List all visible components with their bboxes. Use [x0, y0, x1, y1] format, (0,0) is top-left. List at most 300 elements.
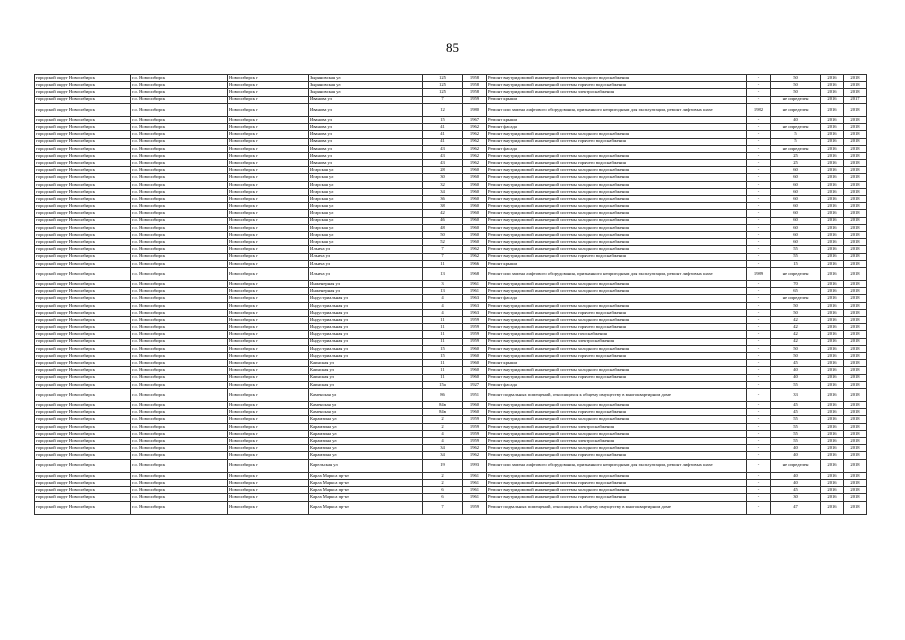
cell-plan-end: 2018	[844, 210, 867, 217]
cell-plan-end: 2018	[844, 374, 867, 381]
table-row	[35, 124, 867, 131]
cell-municipality: городской округ Новосибирск	[35, 317, 131, 324]
cell-year: 1960	[463, 402, 487, 409]
cell-house: 4	[423, 430, 463, 437]
table-row	[35, 89, 867, 96]
cell-settlement: Новосибирск г	[228, 494, 309, 501]
cell-house: 41	[423, 124, 463, 131]
cell-street: Игарская ул	[309, 167, 423, 174]
cell-house: 6	[423, 487, 463, 494]
table-row	[35, 430, 867, 437]
cell-lift-year: -	[747, 145, 771, 152]
cell-plan-end: 2018	[844, 267, 867, 280]
cell-district: г.о. Новосибирск	[131, 479, 228, 486]
cell-settlement: Новосибирск г	[228, 331, 309, 338]
page-number: 85	[446, 40, 459, 55]
cell-house: 11	[423, 324, 463, 331]
cell-plan-start: 2016	[821, 131, 844, 138]
cell-settlement: Новосибирск г	[228, 103, 309, 116]
cell-plan-start: 2016	[821, 288, 844, 295]
cell-street: Ильича ул	[309, 260, 423, 267]
cell-street: Карамзина ул	[309, 452, 423, 459]
cell-settlement: Новосибирск г	[228, 174, 309, 181]
cell-district: г.о. Новосибирск	[131, 302, 228, 309]
cell-plan-end: 2018	[844, 367, 867, 374]
cell-lift-year: -	[747, 367, 771, 374]
cell-street: Каменская ул	[309, 409, 423, 416]
cell-plan-start: 2016	[821, 82, 844, 89]
cell-wear: не определен	[771, 103, 821, 116]
cell-municipality: городской округ Новосибирск	[35, 224, 131, 231]
cell-lift-year: -	[747, 89, 771, 96]
cell-district: г.о. Новосибирск	[131, 409, 228, 416]
table-row	[35, 231, 867, 238]
cell-lift-year: -	[747, 345, 771, 352]
cell-work-type: Ремонт внутридомовой инженерной системы горячего водоснабжения	[487, 479, 747, 486]
cell-work-type: Ремонт внутридомовой инженерной системы горячего водоснабжения	[487, 253, 747, 260]
cell-municipality: городской округ Новосибирск	[35, 75, 131, 82]
cell-plan-end: 2018	[844, 388, 867, 401]
cell-municipality: городской округ Новосибирск	[35, 196, 131, 203]
cell-settlement: Новосибирск г	[228, 430, 309, 437]
cell-plan-start: 2016	[821, 317, 844, 324]
cell-lift-year: -	[747, 82, 771, 89]
cell-plan-end: 2018	[844, 246, 867, 253]
table-row	[35, 459, 867, 472]
cell-lift-year: -	[747, 75, 771, 82]
cell-wear: 60	[771, 188, 821, 195]
cell-work-type: Ремонт или замена лифтового оборудования, признанного непригодным для эксплуатации, ремонт лифтовых шахт	[487, 103, 747, 116]
cell-district: г.о. Новосибирск	[131, 246, 228, 253]
cell-street: Иванова ул	[309, 124, 423, 131]
cell-house: 32	[423, 181, 463, 188]
cell-settlement: Новосибирск г	[228, 138, 309, 145]
cell-plan-start: 2016	[821, 281, 844, 288]
cell-plan-end: 2018	[844, 409, 867, 416]
cell-plan-start: 2016	[821, 409, 844, 416]
cell-street: Каинская ул	[309, 360, 423, 367]
cell-street: Индустриальная ул	[309, 352, 423, 359]
cell-district: г.о. Новосибирск	[131, 217, 228, 224]
cell-plan-start: 2016	[821, 438, 844, 445]
cell-wear: 45	[771, 409, 821, 416]
cell-wear: 40	[771, 116, 821, 123]
cell-lift-year: -	[747, 167, 771, 174]
cell-wear: 5	[771, 131, 821, 138]
cell-house: 13	[423, 288, 463, 295]
cell-wear: 60	[771, 224, 821, 231]
cell-lift-year: -	[747, 402, 771, 409]
cell-plan-start: 2016	[821, 352, 844, 359]
cell-settlement: Новосибирск г	[228, 181, 309, 188]
cell-work-type: Ремонт внутридомовой инженерной системы горячего водоснабжения	[487, 309, 747, 316]
cell-municipality: городской округ Новосибирск	[35, 324, 131, 331]
cell-settlement: Новосибирск г	[228, 188, 309, 195]
cell-work-type: Ремонт подвальных помещений, относящихся к общему имуществу в многоквартирном доме	[487, 388, 747, 401]
cell-district: г.о. Новосибирск	[131, 260, 228, 267]
cell-settlement: Новосибирск г	[228, 501, 309, 514]
cell-lift-year: 1982	[747, 103, 771, 116]
cell-plan-end: 2018	[844, 295, 867, 302]
cell-year: 1961	[463, 281, 487, 288]
cell-plan-end: 2018	[844, 423, 867, 430]
table-row	[35, 224, 867, 231]
cell-house: 41	[423, 131, 463, 138]
cell-year: 1963	[463, 309, 487, 316]
cell-wear: 60	[771, 174, 821, 181]
cell-wear: 33	[771, 388, 821, 401]
table-row	[35, 239, 867, 246]
cell-house: 15	[423, 116, 463, 123]
cell-plan-start: 2016	[821, 487, 844, 494]
cell-work-type: Ремонт подвальных помещений, относящихся к общему имуществу в многоквартирном доме	[487, 501, 747, 514]
cell-year: 1960	[463, 352, 487, 359]
cell-settlement: Новосибирск г	[228, 352, 309, 359]
cell-district: г.о. Новосибирск	[131, 430, 228, 437]
cell-plan-start: 2016	[821, 479, 844, 486]
cell-plan-end: 2018	[844, 224, 867, 231]
cell-lift-year: -	[747, 288, 771, 295]
cell-year: 1960	[463, 203, 487, 210]
cell-plan-end: 2018	[844, 317, 867, 324]
cell-street: Индустриальная ул	[309, 338, 423, 345]
cell-year: 1963	[463, 295, 487, 302]
cell-street: Индустриальная ул	[309, 331, 423, 338]
cell-year: 1993	[463, 459, 487, 472]
cell-municipality: городской округ Новосибирск	[35, 152, 131, 159]
cell-district: г.о. Новосибирск	[131, 239, 228, 246]
cell-work-type: Ремонт внутридомовой инженерной системы холодного водоснабжения	[487, 174, 747, 181]
cell-house: 34	[423, 188, 463, 195]
cell-plan-end: 2018	[844, 131, 867, 138]
cell-plan-start: 2016	[821, 203, 844, 210]
cell-street: Игарская ул	[309, 181, 423, 188]
cell-district: г.о. Новосибирск	[131, 367, 228, 374]
cell-plan-start: 2016	[821, 246, 844, 253]
cell-plan-start: 2016	[821, 152, 844, 159]
cell-wear: 42	[771, 317, 821, 324]
table-row	[35, 409, 867, 416]
cell-year: 1959	[463, 331, 487, 338]
cell-work-type: Ремонт крыши	[487, 260, 747, 267]
cell-settlement: Новосибирск г	[228, 210, 309, 217]
cell-work-type: Ремонт внутридомовой инженерной системы горячего водоснабжения	[487, 374, 747, 381]
cell-lift-year: -	[747, 131, 771, 138]
cell-plan-end: 2018	[844, 402, 867, 409]
cell-wear: 5	[771, 138, 821, 145]
cell-district: г.о. Новосибирск	[131, 160, 228, 167]
cell-plan-end: 2018	[844, 345, 867, 352]
cell-street: Ильича ул	[309, 253, 423, 260]
cell-house: 2	[423, 416, 463, 423]
table-row	[35, 352, 867, 359]
cell-street: Иванова ул	[309, 138, 423, 145]
cell-municipality: городской округ Новосибирск	[35, 160, 131, 167]
cell-year: 1959	[463, 96, 487, 103]
cell-plan-end: 2018	[844, 331, 867, 338]
cell-district: г.о. Новосибирск	[131, 174, 228, 181]
cell-settlement: Новосибирск г	[228, 302, 309, 309]
cell-lift-year: -	[747, 152, 771, 159]
cell-municipality: городской округ Новосибирск	[35, 124, 131, 131]
cell-work-type: Ремонт внутридомовой инженерной системы холодного водоснабжения	[487, 281, 747, 288]
table-row	[35, 160, 867, 167]
cell-street: Ильича ул	[309, 246, 423, 253]
table-row	[35, 472, 867, 479]
cell-wear: 70	[771, 281, 821, 288]
cell-work-type: Ремонт внутридомовой инженерной системы холодного водоснабжения	[487, 188, 747, 195]
cell-municipality: городской округ Новосибирск	[35, 145, 131, 152]
cell-work-type: Ремонт внутридомовой инженерной системы электроснабжения	[487, 338, 747, 345]
cell-settlement: Новосибирск г	[228, 345, 309, 352]
cell-wear: 42	[771, 324, 821, 331]
cell-plan-end: 2018	[844, 217, 867, 224]
cell-wear: 55	[771, 381, 821, 388]
cell-street: Индустриальная ул	[309, 324, 423, 331]
cell-district: г.о. Новосибирск	[131, 103, 228, 116]
table-row	[35, 103, 867, 116]
cell-plan-start: 2016	[821, 345, 844, 352]
cell-settlement: Новосибирск г	[228, 423, 309, 430]
cell-wear: не определен	[771, 145, 821, 152]
cell-municipality: городской округ Новосибирск	[35, 239, 131, 246]
cell-house: 84в	[423, 402, 463, 409]
cell-year: 1961	[463, 479, 487, 486]
table-row	[35, 381, 867, 388]
cell-district: г.о. Новосибирск	[131, 152, 228, 159]
cell-work-type: Ремонт крыши	[487, 96, 747, 103]
cell-year: 1960	[463, 181, 487, 188]
cell-house: 36	[423, 196, 463, 203]
cell-street: Индустриальная ул	[309, 302, 423, 309]
cell-settlement: Новосибирск г	[228, 288, 309, 295]
cell-work-type: Ремонт внутридомовой инженерной системы горячего водоснабжения	[487, 494, 747, 501]
cell-work-type: Ремонт внутридомовой инженерной системы электроснабжения	[487, 423, 747, 430]
cell-plan-start: 2016	[821, 402, 844, 409]
cell-work-type: Ремонт внутридомовой инженерной системы холодного водоснабжения	[487, 317, 747, 324]
cell-settlement: Новосибирск г	[228, 409, 309, 416]
cell-year: 1962	[463, 145, 487, 152]
cell-municipality: городской округ Новосибирск	[35, 246, 131, 253]
cell-district: г.о. Новосибирск	[131, 82, 228, 89]
cell-plan-end: 2018	[844, 438, 867, 445]
cell-street: Карамзина ул	[309, 445, 423, 452]
cell-municipality: городской округ Новосибирск	[35, 402, 131, 409]
cell-district: г.о. Новосибирск	[131, 388, 228, 401]
cell-wear: не определен	[771, 459, 821, 472]
table-row	[35, 246, 867, 253]
cell-plan-end: 2018	[844, 239, 867, 246]
cell-lift-year: -	[747, 360, 771, 367]
cell-plan-end: 2018	[844, 174, 867, 181]
cell-plan-end: 2018	[844, 103, 867, 116]
cell-year: 1959	[463, 317, 487, 324]
cell-plan-end: 2018	[844, 152, 867, 159]
cell-house: 4	[423, 438, 463, 445]
cell-plan-end: 2017	[844, 96, 867, 103]
cell-wear: 50	[771, 309, 821, 316]
cell-municipality: городской округ Новосибирск	[35, 167, 131, 174]
cell-street: Каинская ул	[309, 374, 423, 381]
cell-municipality: городской округ Новосибирск	[35, 438, 131, 445]
cell-year: 1962	[463, 445, 487, 452]
table-row	[35, 260, 867, 267]
cell-plan-start: 2016	[821, 472, 844, 479]
cell-street: Зыряновская ул	[309, 75, 423, 82]
table-row	[35, 331, 867, 338]
cell-lift-year: -	[747, 472, 771, 479]
table-row	[35, 152, 867, 159]
cell-lift-year: -	[747, 224, 771, 231]
cell-plan-start: 2016	[821, 360, 844, 367]
cell-settlement: Новосибирск г	[228, 131, 309, 138]
table-row	[35, 96, 867, 103]
cell-plan-end: 2018	[844, 381, 867, 388]
cell-house: 11	[423, 331, 463, 338]
cell-house: 7	[423, 501, 463, 514]
cell-house: 30	[423, 174, 463, 181]
cell-settlement: Новосибирск г	[228, 253, 309, 260]
cell-settlement: Новосибирск г	[228, 152, 309, 159]
cell-house: 125	[423, 89, 463, 96]
cell-district: г.о. Новосибирск	[131, 331, 228, 338]
cell-district: г.о. Новосибирск	[131, 288, 228, 295]
cell-plan-end: 2018	[844, 281, 867, 288]
cell-plan-start: 2016	[821, 260, 844, 267]
cell-house: 7	[423, 253, 463, 260]
cell-municipality: городской округ Новосибирск	[35, 210, 131, 217]
cell-district: г.о. Новосибирск	[131, 131, 228, 138]
cell-house: 2	[423, 479, 463, 486]
table-row	[35, 188, 867, 195]
cell-street: Игарская ул	[309, 188, 423, 195]
cell-lift-year: -	[747, 196, 771, 203]
cell-year: 1962	[463, 452, 487, 459]
cell-year: 1960	[463, 345, 487, 352]
cell-street: Карла Маркса пр-кт	[309, 487, 423, 494]
cell-house: 86	[423, 388, 463, 401]
cell-street: Иванова ул	[309, 103, 423, 116]
cell-work-type: Ремонт внутридомовой инженерной системы холодного водоснабжения	[487, 224, 747, 231]
cell-year: 1962	[463, 160, 487, 167]
table-row	[35, 196, 867, 203]
cell-municipality: городской округ Новосибирск	[35, 367, 131, 374]
cell-settlement: Новосибирск г	[228, 367, 309, 374]
cell-work-type: Ремонт крыши	[487, 360, 747, 367]
cell-lift-year: -	[747, 309, 771, 316]
cell-house: 15	[423, 352, 463, 359]
cell-year: 1927	[463, 381, 487, 388]
cell-district: г.о. Новосибирск	[131, 352, 228, 359]
cell-house: 125	[423, 75, 463, 82]
cell-lift-year: -	[747, 160, 771, 167]
cell-work-type: Ремонт или замена лифтового оборудования, признанного непригодным для эксплуатации, ремонт лифтовых шахт	[487, 459, 747, 472]
table-row	[35, 131, 867, 138]
cell-plan-start: 2016	[821, 188, 844, 195]
cell-year: 1961	[463, 472, 487, 479]
cell-municipality: городской округ Новосибирск	[35, 459, 131, 472]
cell-settlement: Новосибирск г	[228, 295, 309, 302]
cell-municipality: городской округ Новосибирск	[35, 331, 131, 338]
cell-plan-end: 2018	[844, 188, 867, 195]
table-row	[35, 317, 867, 324]
cell-settlement: Новосибирск г	[228, 472, 309, 479]
cell-work-type: Ремонт внутридомовой инженерной системы холодного водоснабжения	[487, 402, 747, 409]
cell-year: 1960	[463, 360, 487, 367]
cell-district: г.о. Новосибирск	[131, 253, 228, 260]
cell-wear: 50	[771, 302, 821, 309]
table-row	[35, 138, 867, 145]
cell-plan-start: 2016	[821, 196, 844, 203]
table-row	[35, 295, 867, 302]
cell-district: г.о. Новосибирск	[131, 338, 228, 345]
cell-work-type: Ремонт внутридомовой инженерной системы горячего водоснабжения	[487, 352, 747, 359]
cell-plan-start: 2016	[821, 452, 844, 459]
cell-plan-start: 2016	[821, 103, 844, 116]
cell-plan-end: 2018	[844, 479, 867, 486]
cell-house: 3	[423, 281, 463, 288]
cell-street: Каинская ул	[309, 381, 423, 388]
cell-settlement: Новосибирск г	[228, 167, 309, 174]
cell-year: 1958	[463, 82, 487, 89]
cell-work-type: Ремонт внутридомовой инженерной системы горячего водоснабжения	[487, 452, 747, 459]
cell-house: 42	[423, 210, 463, 217]
cell-year: 1960	[463, 239, 487, 246]
cell-plan-end: 2018	[844, 501, 867, 514]
cell-district: г.о. Новосибирск	[131, 267, 228, 280]
cell-settlement: Новосибирск г	[228, 388, 309, 401]
cell-municipality: городской округ Новосибирск	[35, 131, 131, 138]
cell-house: 4	[423, 295, 463, 302]
cell-street: Карамзина ул	[309, 423, 423, 430]
cell-work-type: Ремонт внутридомовой инженерной системы холодного водоснабжения	[487, 445, 747, 452]
cell-plan-start: 2016	[821, 75, 844, 82]
cell-street: Игарская ул	[309, 196, 423, 203]
cell-settlement: Новосибирск г	[228, 196, 309, 203]
table-row	[35, 181, 867, 188]
table-row	[35, 374, 867, 381]
cell-municipality: городской округ Новосибирск	[35, 217, 131, 224]
cell-settlement: Новосибирск г	[228, 317, 309, 324]
cell-year: 1960	[463, 174, 487, 181]
table-row	[35, 288, 867, 295]
table-row	[35, 338, 867, 345]
cell-work-type: Ремонт внутридомовой инженерной системы холодного водоснабжения	[487, 487, 747, 494]
cell-work-type: Ремонт внутридомовой инженерной системы электроснабжения	[487, 438, 747, 445]
cell-year: 1959	[463, 324, 487, 331]
cell-wear: 60	[771, 239, 821, 246]
cell-year: 1960	[463, 217, 487, 224]
cell-wear: 55	[771, 430, 821, 437]
cell-year: 1962	[463, 246, 487, 253]
cell-wear: 40	[771, 479, 821, 486]
cell-district: г.о. Новосибирск	[131, 452, 228, 459]
cell-lift-year: -	[747, 487, 771, 494]
cell-plan-start: 2016	[821, 309, 844, 316]
cell-street: Иванова ул	[309, 152, 423, 159]
cell-district: г.о. Новосибирск	[131, 281, 228, 288]
cell-plan-start: 2016	[821, 116, 844, 123]
cell-plan-start: 2016	[821, 295, 844, 302]
cell-district: г.о. Новосибирск	[131, 345, 228, 352]
cell-plan-end: 2018	[844, 160, 867, 167]
cell-house: 2	[423, 472, 463, 479]
cell-year: 1962	[463, 138, 487, 145]
cell-plan-start: 2016	[821, 445, 844, 452]
cell-settlement: Новосибирск г	[228, 203, 309, 210]
cell-settlement: Новосибирск г	[228, 479, 309, 486]
cell-house: 11	[423, 360, 463, 367]
